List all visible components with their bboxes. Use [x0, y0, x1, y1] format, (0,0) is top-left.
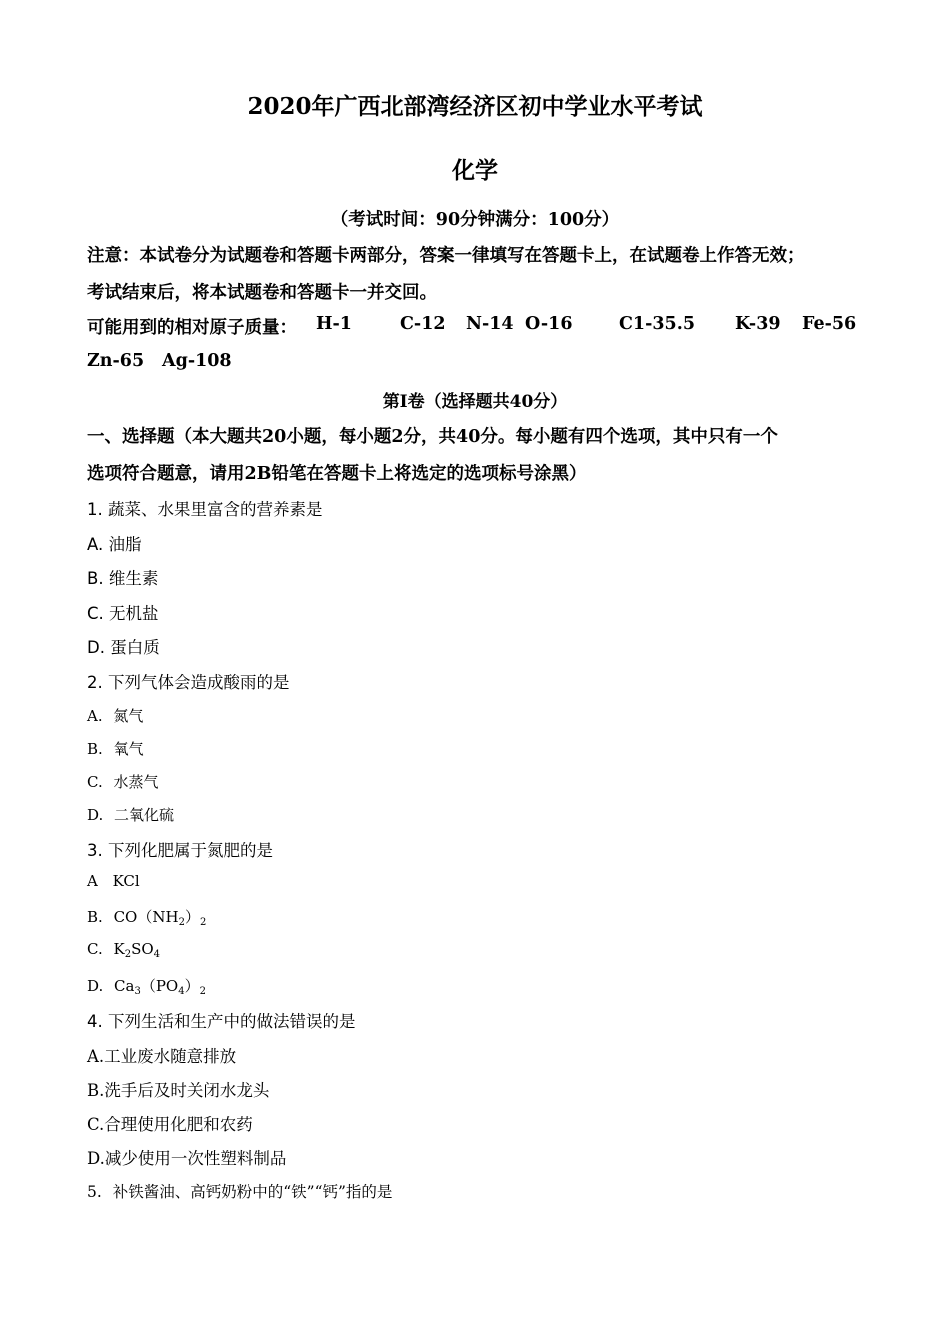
option-text: 氮气 — [113, 707, 144, 725]
mass-cl: C1-35.5 — [619, 314, 695, 334]
question-number: 2. — [87, 673, 103, 692]
option-letter: A. — [87, 1047, 105, 1066]
question-number: 5. — [87, 1183, 102, 1201]
subject-title: 化学 — [452, 157, 498, 184]
option-letter: D. — [87, 638, 105, 657]
option-text: 油脂 — [108, 535, 142, 554]
question-text: 下列化肥属于氮肥的是 — [108, 841, 273, 860]
question-2-option-b — [87, 738, 144, 759]
question-4-option-d — [87, 1145, 286, 1169]
mass-o: O-16 — [525, 314, 573, 334]
notice-line-1: 注意：本试卷分为试题卷和答题卡两部分，答案一律填写在答题卡上，在试题卷上作答无效； — [87, 246, 805, 266]
question-3-option-c — [87, 940, 160, 960]
mass-fe: Fe-56 — [802, 314, 857, 334]
option-letter: A — [87, 872, 98, 890]
question-text: 补铁酱油、高钙奶粉中的“铁”“钙”指的是 — [112, 1183, 393, 1201]
mass-ag: Ag-108 — [162, 351, 232, 371]
question-2-option-a — [87, 705, 143, 726]
question-number: 3. — [87, 841, 103, 860]
option-letter: C. — [87, 1115, 105, 1134]
option-text: 合理使用化肥和农药 — [104, 1115, 253, 1134]
option-text: 蛋白质 — [110, 638, 160, 657]
option-letter: C. — [87, 604, 104, 623]
question-3-stem — [87, 837, 273, 861]
option-text: 工业废水随意排放 — [104, 1047, 237, 1066]
question-4-option-c — [87, 1111, 253, 1135]
mass-n: N-14 — [466, 314, 514, 334]
question-text: 下列气体会造成酸雨的是 — [108, 673, 290, 692]
formula-co-nh2-2: $CO(NH_2)_2$ — [113, 908, 207, 928]
question-number: 1. — [87, 500, 103, 519]
question-4-stem — [87, 1008, 356, 1032]
option-text: 二氧化硫 — [114, 806, 175, 824]
atomic-masses-label: 可能用到的相对原子质量： — [87, 318, 297, 338]
option-letter: A. — [87, 707, 103, 725]
exam-title: 2020年广西北部湾经济区初中学业水平考试 — [247, 93, 703, 120]
mass-c: C-12 — [400, 314, 446, 334]
section-instructions-line-1: 一、选择题（本大题共20小题，每小题2分，共40分。每小题有四个选项，其中只有一个 — [87, 427, 778, 447]
option-letter: D. — [87, 1149, 105, 1168]
question-4-option-b — [87, 1077, 269, 1101]
option-text: 洗手后及时关闭水龙头 — [104, 1081, 270, 1100]
mass-zn: Zn-65 — [87, 351, 145, 371]
question-2-stem — [87, 669, 290, 693]
question-3-option-a — [87, 872, 140, 890]
option-letter: B. — [87, 1081, 105, 1100]
question-1-option-b — [87, 565, 158, 589]
question-2-option-c — [87, 771, 159, 792]
mass-k: K-39 — [735, 314, 781, 334]
question-text: 蔬菜、水果里富含的营养素是 — [108, 500, 323, 519]
question-number: 4. — [87, 1012, 103, 1031]
notice-line-2: 考试结束后，将本试题卷和答题卡一并交回。 — [87, 283, 437, 303]
question-3-option-b — [87, 906, 206, 928]
question-1-option-a — [87, 531, 142, 555]
option-letter: C. — [87, 773, 103, 791]
question-1-option-c — [87, 600, 159, 624]
option-letter: D. — [87, 806, 104, 824]
question-3-option-d — [87, 975, 206, 997]
formula-ca3-po4-2: $Ca_3(PO_4)_2$ — [114, 977, 206, 997]
question-1-option-d — [87, 634, 160, 658]
question-text: 下列生活和生产中的做法错误的是 — [108, 1012, 356, 1031]
option-letter: A. — [87, 535, 104, 554]
option-letter: C. — [87, 940, 103, 958]
option-letter: B. — [87, 908, 103, 926]
option-text: 无机盐 — [109, 604, 159, 623]
question-4-option-a — [87, 1043, 236, 1067]
section-instructions-line-2: 选项符合题意，请用2B铅笔在答题卡上将选定的选项标号涂黑） — [87, 464, 587, 484]
exam-info: （考试时间：90分钟满分：100分） — [330, 210, 620, 230]
option-letter: B. — [87, 569, 104, 588]
formula-k2so4: $K_2SO_4$ — [113, 940, 161, 960]
option-text: 水蒸气 — [113, 773, 159, 791]
option-text: 维生素 — [108, 569, 159, 588]
option-text: 减少使用一次性塑料制品 — [104, 1149, 287, 1168]
question-2-option-d — [87, 804, 174, 825]
option-text: 氧气 — [113, 740, 144, 758]
volume-title: 第I卷（选择题共40分） — [382, 392, 568, 412]
question-5-stem — [87, 1180, 392, 1202]
option-letter: B. — [87, 740, 103, 758]
mass-h: H-1 — [316, 314, 352, 334]
option-text: KCl — [112, 872, 140, 890]
option-letter: D. — [87, 977, 104, 995]
question-1-stem — [87, 496, 323, 520]
